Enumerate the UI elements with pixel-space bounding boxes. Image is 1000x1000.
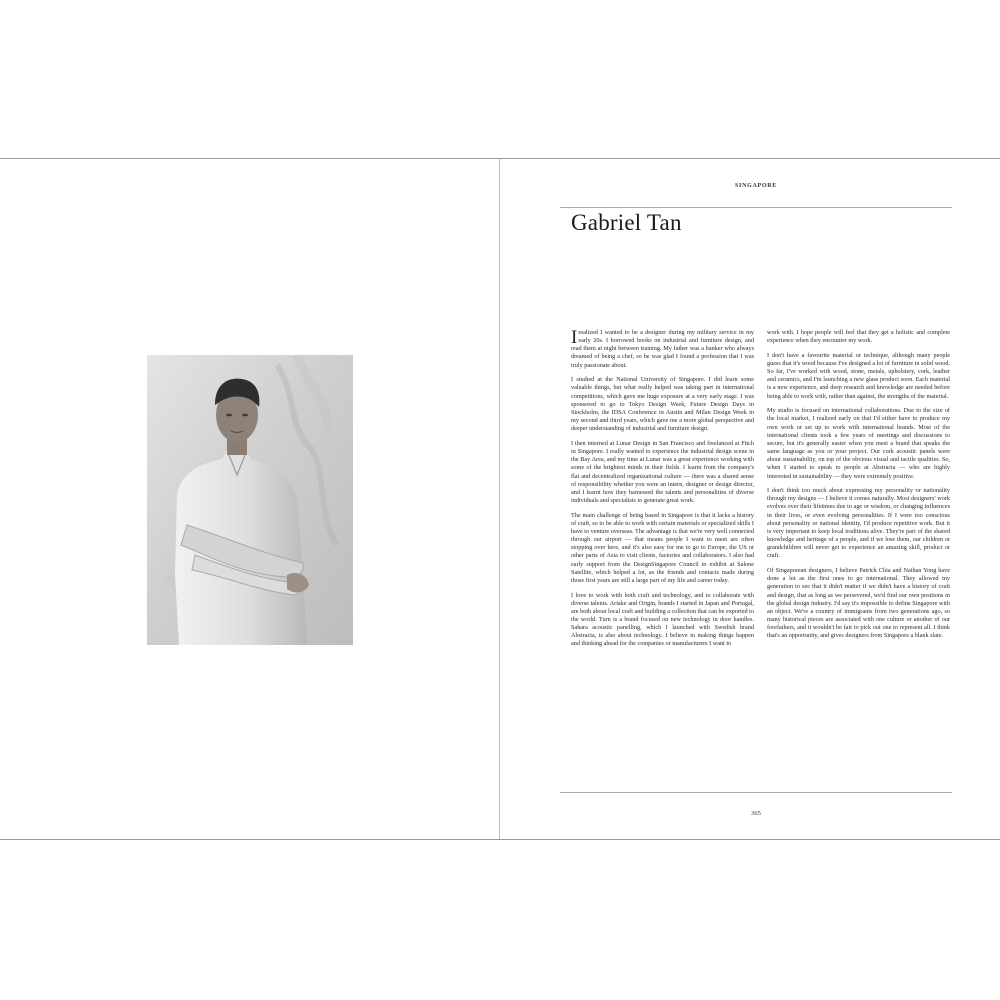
drop-cap: I <box>571 329 578 348</box>
paragraph: My studio is focused on international collaborations. Due to the size of the local market, I realized early on that I'd either have to produce my own work or set up to work with international brands. Most of the international clients took a few years of meetings and discussions to secure, but it's generally easier when you meet a brand that speaks the same language as you or your project. Our cork acoustic panels were about sustainability, on top of the obvious visual and tactile qualities. So, when I started to speak to people at Abstracta — who are highly interested in sustainability — they were extremely positive. <box>767 407 950 480</box>
paragraph: I studied at the National University of Singapore. I did learn some valuable things, but what really helped was taking part in international competitions, which gave me huge exposure at a very early stage. I was sponsored to go to Tokyo Design Week, Future Design Days in Stockholm, the IDSA Conference in Austin and Milan Design Week in my second and third years, which gave me a more global perspective and deeper understanding of industrial and furniture design. <box>571 376 754 433</box>
paragraph: I don't think too much about expressing my personality or nationality through my designs — I believe it comes naturally. Most designers' work evolves over their lifetimes due to age or wisdom, or changing influences in their lives, or even evolving personalities. If I were too conscious about personality or national identity, I'd produce repetitive work. But it is very important to keep local traditions alive. They're part of the shared knowledge and heritage of a people, and if we lose them, our children or grandchildren will never get to experience an amazing skill, product or craft. <box>767 487 950 560</box>
header-rule <box>560 207 952 208</box>
portrait-photo <box>147 355 353 645</box>
paragraph-text: realized I wanted to be a designer during my military service in my early 20s. I borrowed books on industrial and furniture design, and read them at night between training. My father was a banker who always dreamed of being a chef, so he was glad I found a profession that I was truly passionate about. <box>571 329 754 369</box>
book-gutter <box>499 159 500 839</box>
paragraph <box>571 329 754 370</box>
paragraph: Of Singaporean designers, I believe Patrick Chia and Nathan Yong have done a lot as the first ones to go international. They allowed my generation to see that it didn't matter if we didn't have a history of craft and design, that as long as we persevered, we'd find our own positions in the global design industry. I'd say it's impossible to define Singapore with an object. We're a country of immigrants from two generations ago, so many historical pieces are associated with one culture or another of our forefathers, and it wouldn't be fair to pick out one to represent all. I think that's an opportunity, and gives designers from Singapore a blank slate. <box>767 567 950 640</box>
article-body <box>571 329 951 791</box>
designer-name: Gabriel Tan <box>571 210 682 235</box>
paragraph: work with. I hope people will feel that they get a holistic and complete experience when they encounter my work. <box>767 329 950 345</box>
page-number: 365 <box>751 810 761 817</box>
book-spread <box>0 158 1000 840</box>
footer-rule <box>560 792 952 793</box>
left-column <box>571 329 754 791</box>
paragraph: I then interned at Lunar Design in San Francisco and freelanced at Fitch in Singapore. I really wanted to experience the industrial design scene in the Bay Area, and my time at Lunar was a great experience working with some of the brightest minds in their fields. I learnt from the company's flat and decentralized organizational culture — there was a shared sense of responsibility whether you were an intern, designer or design director, and I learnt how they harnessed the talents and personalities of diverse individuals and specialists to generate great work. <box>571 439 754 504</box>
section-label: SINGAPORE <box>735 183 777 189</box>
right-column <box>767 329 950 791</box>
paragraph: I don't have a favourite material or technique, although many people guess that it's wood because I've designed a lot of furniture in solid wood. So far, I've worked with wood, stone, metals, upholstery, cork, leather and ceramics, and I'm launching a new glass product soon. Each material is a new experience, and deep research and knowledge are needed before being able to work with, rather than against, the strengths of the material. <box>767 351 950 400</box>
paragraph: The main challenge of being based in Singapore is that it lacks a history of craft, so to be able to work with certain materials or specialized skills I have to venture overseas. The advantage is that we're very well connected through our airport — that means people I want to meet are often stopping over here, and it's also easy for me to go to Europe, the US or other parts of Asia to visit clients, factories and collaborators. I also had early support from the DesignSingapore Council to exhibit at Salone Satellite, which helped a lot, as the friends and contacts made during those first years are still a large part of my life and career today. <box>571 511 754 584</box>
paragraph: I love to work with both craft and technology, and to collaborate with diverse talents. Ariake and Origin, brands I started in Japan and Portugal, are both about local craft and building a collection that can be exported to the world. Turn is a brand focused on new technology in door handles. Sahara acoustic panelling, which I launched with Swedish brand Abstracta, is also about technology. I believe in making things happen and thinking ahead for the companies or manufacturers I want to <box>571 591 754 648</box>
